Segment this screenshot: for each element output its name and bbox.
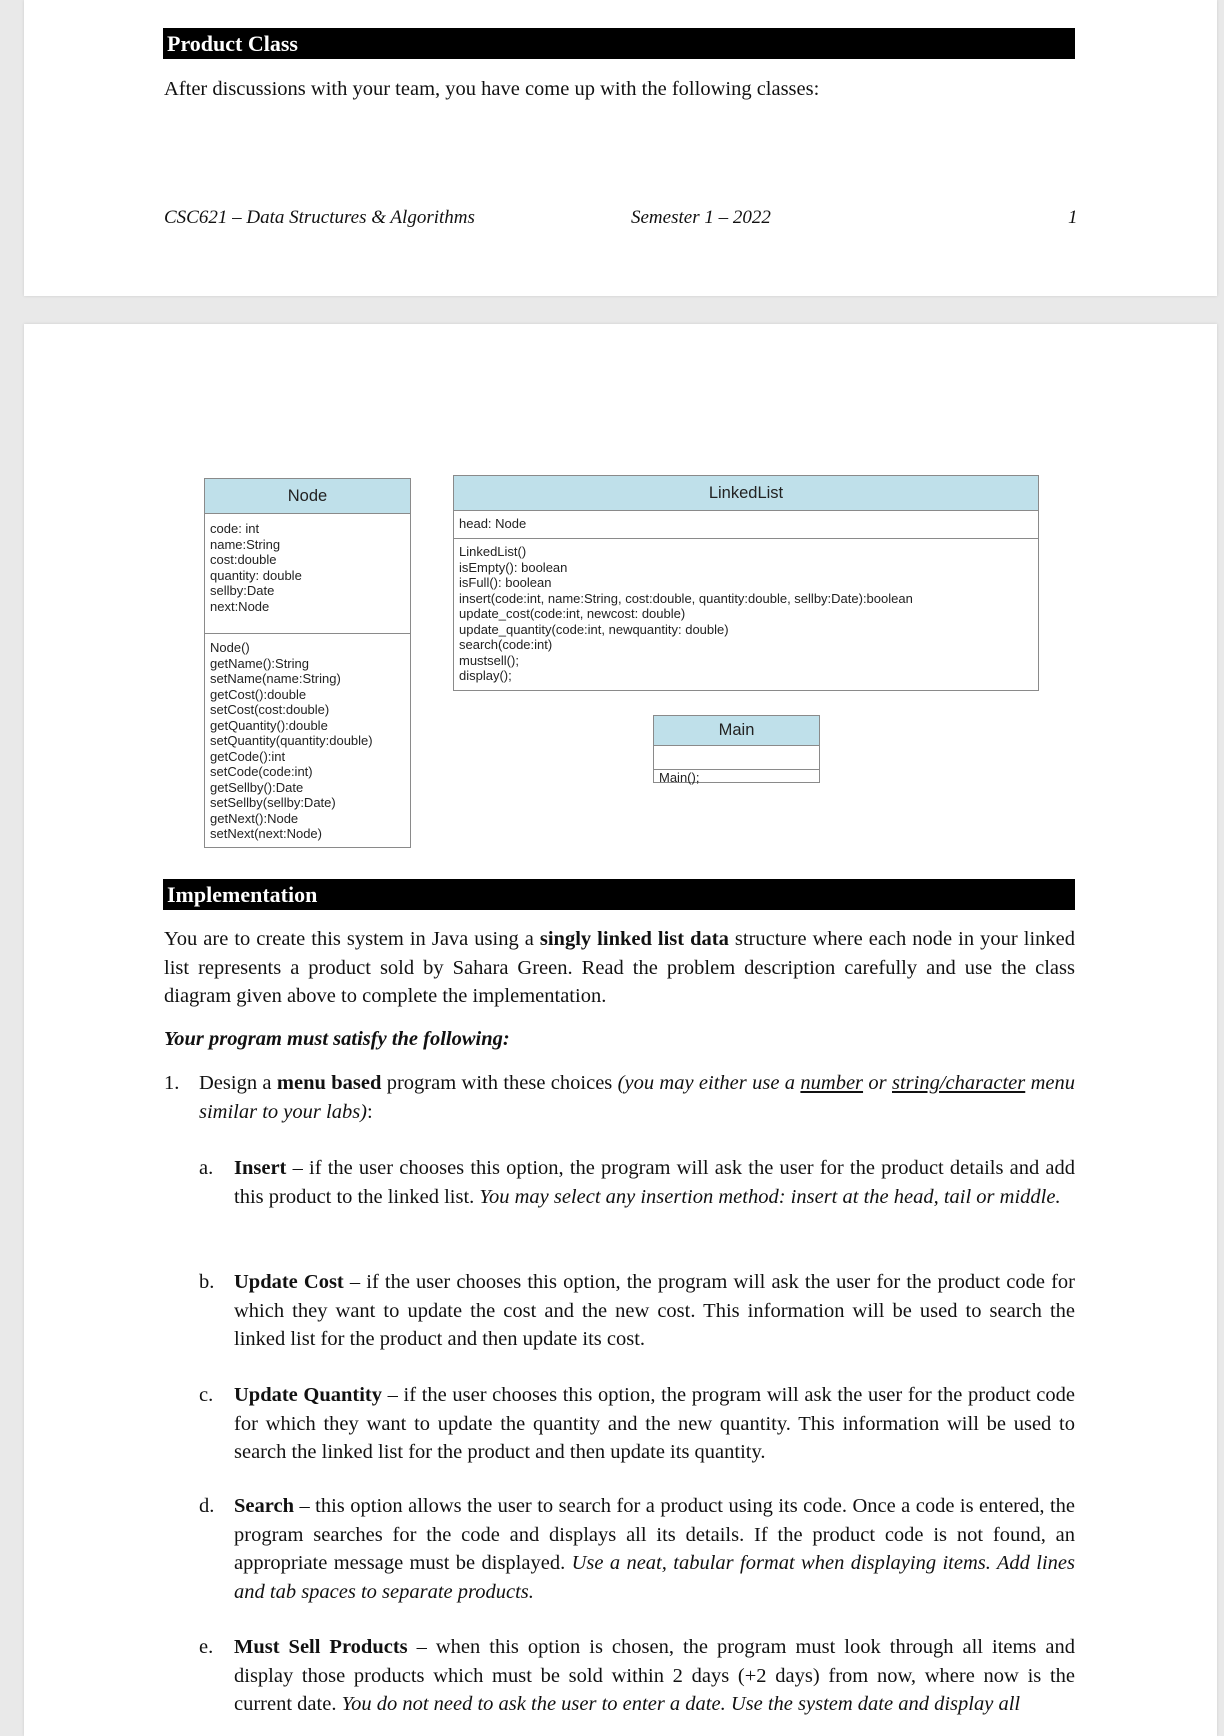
uml-linkedlist-attributes <box>454 511 1038 539</box>
uml-method: insert(code:int, name:String, cost:double, quantity:double, sellby:Date):boolean <box>459 590 913 606</box>
uml-method: setSellby(sellby:Date) <box>210 795 336 810</box>
italic-run: (you may either use a <box>617 1072 801 1094</box>
text-run: – when this option is chosen, the program must look through all items and display those products which must be sold within 2 days (+2 days) from now, where now is the current date. <box>234 1636 1075 1715</box>
uml-attribute: name:String <box>210 536 281 552</box>
italic-run: You do not need to ask the user to enter a date. Use the system date and display all <box>341 1693 1021 1715</box>
uml-method: mustsell(); <box>459 652 519 668</box>
uml-linkedlist-methods <box>454 539 1038 684</box>
uml-method: setQuantity(quantity:double) <box>210 733 373 748</box>
bold-run: Update Cost <box>234 1271 344 1293</box>
section-heading-implementation: Implementation <box>163 879 1075 910</box>
uml-method: setCode(code:int) <box>210 764 313 779</box>
sub-item-marker: b. <box>199 1271 215 1293</box>
uml-method: getName():String <box>210 655 309 671</box>
uml-method: getCode():int <box>210 748 286 764</box>
uml-method: search(code:int) <box>459 637 553 652</box>
sub-item-insert <box>234 1154 1075 1211</box>
section-heading-product-class: Product Class <box>163 28 1075 59</box>
text-run: Design a <box>199 1072 277 1094</box>
uml-method: getSellby():Date <box>210 779 304 795</box>
uml-method: Main(); <box>659 770 700 785</box>
uml-attribute: code: int <box>210 521 260 536</box>
document-page-2 <box>24 324 1217 1736</box>
implementation-paragraph <box>164 925 1075 1011</box>
uml-method: LinkedList() <box>459 544 527 559</box>
requirements-heading: Your program must satisfy the following: <box>164 1028 510 1050</box>
italic-run: Use a neat, tabular format when displaying items. Add lines and tab spaces to separate products. <box>234 1552 1075 1603</box>
text-run: – if the user chooses this option, the program will ask the user for the product code for which they want to update the cost and the new cost. This information will be used to search the linked list for the product and then update its cost. <box>234 1271 1075 1350</box>
underlined-run: number <box>800 1072 864 1094</box>
text-run: structure where each node in your linked list represents a product sold by Sahara Green. Read the problem description carefully and use the class diagram given above to complete the implementation. <box>164 928 1075 1007</box>
text-run: program with these choices <box>381 1072 618 1094</box>
text-run: : <box>367 1100 373 1123</box>
sub-item-marker: d. <box>199 1495 215 1517</box>
uml-attribute: head: Node <box>459 516 527 531</box>
italic-run: You may select any insertion method: insert at the head, tail or middle. <box>479 1185 1061 1208</box>
uml-method: setCost(cost:double) <box>210 702 330 717</box>
uml-method: update_quantity(code:int, newquantity: double) <box>459 621 729 637</box>
list-item-menu-design <box>199 1069 1075 1126</box>
uml-method: getNext():Node <box>210 810 299 826</box>
uml-class-node <box>204 478 411 848</box>
bold-run: Update Quantity <box>234 1384 383 1406</box>
uml-method: getQuantity():double <box>210 717 328 733</box>
uml-node-title: Node <box>205 479 410 514</box>
text-run: – if the user chooses this option, the program will ask the user for the product details and add this product to the linked list. <box>234 1157 1075 1208</box>
uml-node-methods <box>205 634 410 842</box>
uml-method: setNext(next:Node) <box>210 826 322 841</box>
sub-item-update-quantity <box>234 1381 1075 1467</box>
text-run: You are to create this system in Java using a <box>164 928 540 950</box>
bold-run: Search <box>234 1495 294 1517</box>
uml-node-attributes <box>205 514 410 634</box>
uml-attribute: quantity: double <box>210 567 302 583</box>
uml-method: setName(name:String) <box>210 671 341 686</box>
footer-course: CSC621 – Data Structures & Algorithms <box>164 207 475 228</box>
intro-paragraph: After discussions with your team, you have come up with the following classes: <box>164 78 820 100</box>
sub-item-search <box>234 1492 1075 1606</box>
footer-semester: Semester 1 – 2022 <box>631 207 771 228</box>
bold-run: Must Sell Products <box>234 1636 408 1658</box>
uml-class-linkedlist <box>453 475 1039 691</box>
text-run: – if the user chooses this option, the program will ask the user for the product code for which they want to update the quantity and the new quantity. This information will be used to search the linked list for the product and then update its quantity. <box>234 1384 1075 1463</box>
underlined-run: string/character <box>892 1072 1026 1094</box>
uml-method: display(); <box>459 668 512 683</box>
bold-run: menu based <box>276 1072 382 1094</box>
uml-attribute: next:Node <box>210 598 270 614</box>
document-page-1 <box>24 0 1217 296</box>
uml-main-methods <box>654 770 819 784</box>
footer-page-number: 1 <box>1068 207 1078 228</box>
uml-class-main <box>653 715 820 783</box>
bold-run: singly linked list data <box>539 928 729 950</box>
text-run: – this option allows the user to search for a product using its code. Once a code is entered, the program searches for the code and displays all its details. If the product code is not found, an appropriate message must be displayed. <box>234 1495 1075 1574</box>
uml-linkedlist-title: LinkedList <box>454 476 1038 511</box>
sub-item-marker: e. <box>199 1636 214 1658</box>
uml-main-title: Main <box>654 716 819 746</box>
uml-method: update_cost(code:int, newcost: double) <box>459 606 686 621</box>
uml-method: isFull(): boolean <box>459 575 552 590</box>
uml-attribute: sellby:Date <box>210 583 275 598</box>
uml-method: Node() <box>210 640 250 655</box>
uml-method: isEmpty(): boolean <box>459 559 568 575</box>
uml-method: getCost():double <box>210 686 307 702</box>
italic-run: menu similar to your labs) <box>199 1072 1076 1123</box>
italic-run: or <box>863 1072 892 1094</box>
list-number: 1. <box>164 1072 180 1094</box>
bold-run: Insert <box>234 1157 287 1179</box>
sub-item-update-cost <box>234 1268 1075 1354</box>
sub-item-marker: a. <box>199 1157 214 1179</box>
sub-item-must-sell <box>234 1633 1075 1719</box>
uml-attribute: cost:double <box>210 552 277 567</box>
sub-item-marker: c. <box>199 1384 214 1406</box>
uml-main-attributes <box>654 746 819 770</box>
